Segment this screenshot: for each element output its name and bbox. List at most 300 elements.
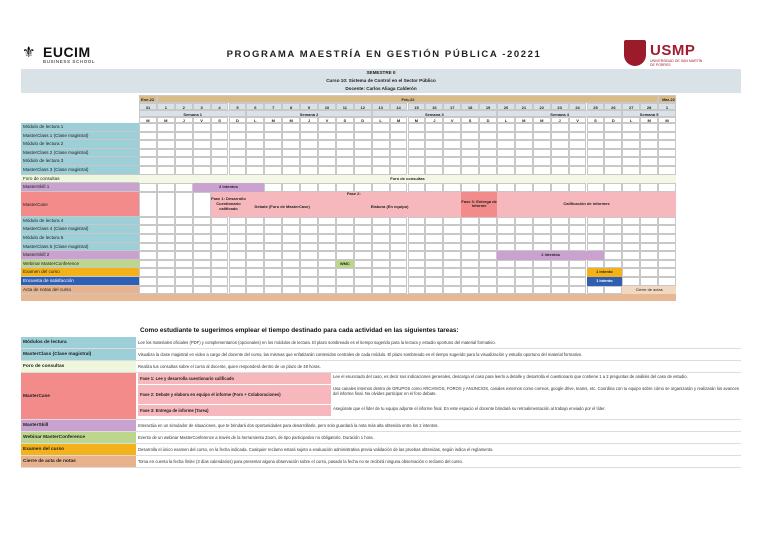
calendar-cell (193, 157, 211, 166)
calendar-cell (354, 132, 372, 141)
calendar-cell (390, 243, 408, 252)
calendar-cell (533, 260, 551, 269)
calendar-cell (515, 183, 533, 192)
calendar-cell (587, 260, 605, 269)
week-label: Semana 2 (246, 110, 371, 117)
calendar-cell (390, 251, 408, 260)
calendar-cell (246, 234, 264, 243)
day-number: 28 (640, 103, 658, 110)
calendar-cell (425, 234, 443, 243)
page-title: PROGRAMA MAESTRÍA EN GESTIÓN PÚBLICA -20221 (226, 49, 542, 60)
calendar-cell (211, 132, 229, 141)
calendar-cell (211, 123, 229, 132)
calendar-cell (408, 166, 426, 175)
guide-label: MasterClass (Clase magistral) (21, 349, 136, 360)
calendar-cell (443, 132, 461, 141)
calendar-cell (425, 243, 443, 252)
calendar-cell (479, 140, 497, 149)
calendar-cell (443, 251, 461, 260)
guide-label: Examen del curso (21, 444, 136, 455)
calendar-cell (372, 260, 390, 269)
calendar-cell (318, 277, 336, 286)
calendar-cell (425, 123, 443, 132)
calendar-cell (390, 286, 408, 295)
calendar-cell (515, 140, 533, 149)
debate-block: Debate (Foro de MasterCase) (246, 198, 318, 217)
row-label: Examen del curso (21, 268, 139, 277)
calendar-cell (533, 157, 551, 166)
calendar-cell (282, 217, 300, 226)
calendar-cell (175, 157, 193, 166)
calendar-cell (282, 286, 300, 295)
day-number: 24 (569, 103, 587, 110)
close-acta-block: Cierre de actas (622, 286, 676, 295)
calendar-cell (282, 225, 300, 234)
calendar-cell (533, 217, 551, 226)
calendar-cell (622, 225, 640, 234)
calendar-cell (282, 243, 300, 252)
calendar-cell (246, 268, 264, 277)
calendar-cell (139, 183, 157, 192)
calendar-cell (604, 140, 622, 149)
weekday-label: D (354, 117, 372, 123)
weekday-label: J (551, 117, 569, 123)
weekday-label: V (569, 117, 587, 123)
calendar-cell (211, 217, 229, 226)
day-number: 12 (354, 103, 372, 110)
calendar-cell (229, 251, 247, 260)
calendar-cell (658, 251, 676, 260)
calendar-cell (318, 166, 336, 175)
calendar-cell (461, 149, 479, 158)
calendar-cell (264, 217, 282, 226)
teacher-name: Docente: Carlos Aliaga Calderón (21, 85, 741, 93)
guide-text: Lee los materiales oficiales (PDF) y complementarios (opcionales) en los módulos de lectura. El plazo sombreado es el tiempo sugerido para la lectura y estudio oportuno del material formativo. (138, 340, 496, 345)
calendar-cell (354, 243, 372, 252)
calendar-cell (282, 251, 300, 260)
calendar-cell (318, 217, 336, 226)
calendar-cell (640, 149, 658, 158)
day-number: 26 (604, 103, 622, 110)
day-number: 6 (246, 103, 264, 110)
calendar-cell (157, 251, 175, 260)
calendar-cell (533, 132, 551, 141)
calendar-cell (229, 140, 247, 149)
calendar-cell (408, 140, 426, 149)
calendar-cell (443, 183, 461, 192)
calendar-cell (533, 225, 551, 234)
forum-block: Foro de consultas (139, 175, 676, 184)
calendar-cell (551, 217, 569, 226)
calendar-cell (157, 132, 175, 141)
calendar-cell (604, 234, 622, 243)
calendar-cell (318, 140, 336, 149)
calendar-cell (139, 286, 157, 295)
calendar-cell (461, 157, 479, 166)
calendar-cell (461, 277, 479, 286)
guide-row (21, 432, 741, 444)
row-label: Módulo de lectura 4 (21, 217, 139, 226)
calendar-cell (408, 277, 426, 286)
calendar-cell (354, 123, 372, 132)
calendar-cell (622, 251, 640, 260)
calendar-cell (515, 123, 533, 132)
calendar-cell (551, 234, 569, 243)
row-label: MasterSkill 2 (21, 251, 139, 260)
calendar-cell (408, 132, 426, 141)
day-number: 21 (515, 103, 533, 110)
week-label: Semana 5 (622, 110, 676, 117)
calendar-cell (425, 166, 443, 175)
calendar-cell (515, 243, 533, 252)
calendar-cell (622, 149, 640, 158)
calendar-cell (175, 123, 193, 132)
calendar-cell (139, 192, 157, 217)
row-label: MasterClass 2 (Clase magistral) (21, 149, 139, 158)
eucim-emblem-icon: ⚜ (22, 44, 36, 61)
calendar-cell (658, 157, 676, 166)
calendar-cell (497, 225, 515, 234)
eucim-logo: ⚜ EUCIM BUSINESS SCHOOL (22, 44, 96, 64)
calendar-cell (193, 286, 211, 295)
calendar-cell (336, 140, 354, 149)
calendar-cell (300, 183, 318, 192)
calendar-cell (425, 277, 443, 286)
calendar-cell (229, 243, 247, 252)
calendar-cell (461, 140, 479, 149)
calendar-cell (622, 243, 640, 252)
row-label: MasterClass 4 (Clase magistral) (21, 225, 139, 234)
phase-label: Fase 3: Entrega de informe (Tarea) (138, 405, 331, 417)
calendar-cell (318, 234, 336, 243)
calendar-cell (336, 277, 354, 286)
calendar-cell (408, 225, 426, 234)
calendar-cell (587, 149, 605, 158)
calendar-cell (246, 251, 264, 260)
weekday-label: M (515, 117, 533, 123)
calendar-cell (229, 277, 247, 286)
calendar-cell (300, 286, 318, 295)
calendar-cell (390, 225, 408, 234)
phase3-block: Fase 3: Entrega de informe (461, 192, 497, 217)
calendar-cell (354, 286, 372, 295)
calendar-cell (300, 157, 318, 166)
calendar-cell (318, 286, 336, 295)
calendar-cell (372, 166, 390, 175)
weekday-label: L (372, 117, 390, 123)
calendar-cell (264, 166, 282, 175)
calendar-cell (264, 268, 282, 277)
calendar-cell (318, 132, 336, 141)
calendar-cell (390, 183, 408, 192)
masterskill2-block: 2 intentos (497, 251, 604, 260)
calendar-cell (533, 140, 551, 149)
calendar-cell (551, 277, 569, 286)
calendar-cell (497, 286, 515, 295)
calendar-cell (390, 166, 408, 175)
calendar-cell (515, 132, 533, 141)
calendar-cell (246, 149, 264, 158)
calendar-cell (390, 277, 408, 286)
calendar-cell (318, 243, 336, 252)
calendar-cell (282, 268, 300, 277)
guide-text: Interactúa en un simulador de situaciones, que te brindará dos oportunidades para desarrollarlo, pero solo guardará la nota más alta obtenida entre los 2 intentos. (138, 423, 439, 428)
calendar-cell (175, 277, 193, 286)
calendar-cell (533, 268, 551, 277)
calendar-cell (515, 260, 533, 269)
calendar-cell (282, 132, 300, 141)
row-label: Encuesta de satisfacción (21, 277, 139, 286)
course-calendar (21, 69, 741, 315)
weekday-label: D (604, 117, 622, 123)
calendar-cell (211, 225, 229, 234)
calendar-cell (640, 123, 658, 132)
calendar-cell (229, 132, 247, 141)
calendar-cell (408, 123, 426, 132)
calendar-cell (157, 217, 175, 226)
calendar-cell (139, 149, 157, 158)
weekday-label: S (587, 117, 605, 123)
survey-block: 1 intento (587, 277, 623, 286)
weekday-label: S (211, 117, 229, 123)
calendar-cell (157, 149, 175, 158)
calendar-cell (425, 157, 443, 166)
calendar-cell (157, 140, 175, 149)
calendar-cell (372, 157, 390, 166)
guide-row (21, 361, 741, 373)
calendar-cell (551, 260, 569, 269)
calendar-cell (443, 149, 461, 158)
weekday-label: V (193, 117, 211, 123)
calendar-cell (282, 260, 300, 269)
calendar-cell (175, 192, 193, 217)
calendar-cell (372, 277, 390, 286)
calendar-cell (282, 234, 300, 243)
calendar-cell (354, 260, 372, 269)
calendar-cell (658, 166, 676, 175)
calendar-cell (658, 260, 676, 269)
calendar-cell (336, 234, 354, 243)
calendar-cell (193, 132, 211, 141)
calendar-cell (622, 157, 640, 166)
calendar-cell (157, 192, 175, 217)
calendar-cell (336, 286, 354, 295)
calendar-cell (229, 166, 247, 175)
day-number: 23 (551, 103, 569, 110)
calendar-cell (282, 277, 300, 286)
calendar-cell (425, 132, 443, 141)
calendar-cell (569, 217, 587, 226)
calendar-cell (640, 157, 658, 166)
calendar-cell (264, 149, 282, 158)
calendar-cell (246, 132, 264, 141)
calendar-cell (640, 140, 658, 149)
calendar-cell (658, 225, 676, 234)
day-number: 14 (390, 103, 408, 110)
guide-row-mastercase (21, 373, 741, 420)
calendar-cell (479, 225, 497, 234)
calendar-cell (587, 132, 605, 141)
calendar-cell (569, 132, 587, 141)
calendar-cell (264, 132, 282, 141)
calendar-cell (587, 234, 605, 243)
calendar-cell (640, 166, 658, 175)
calendar-cell (264, 277, 282, 286)
calendar-cell (354, 277, 372, 286)
calendar-cell (443, 217, 461, 226)
calendar-cell (640, 183, 658, 192)
calendar-cell (533, 243, 551, 252)
row-label: MasterClass 5 (Clase magistral) (21, 243, 139, 252)
guide-label: MasterCase (21, 373, 136, 419)
calendar-cell (193, 140, 211, 149)
calendar-cell (461, 123, 479, 132)
day-number: 16 (425, 103, 443, 110)
calendar-cell (229, 217, 247, 226)
calendar-cell (479, 243, 497, 252)
row-label: MasterCase (21, 192, 139, 217)
calendar-cell (246, 166, 264, 175)
calendar-cell (497, 132, 515, 141)
calendar-cell (211, 140, 229, 149)
weekday-label: J (175, 117, 193, 123)
calendar-cell (264, 234, 282, 243)
calendar-cell (211, 166, 229, 175)
day-number: 11 (336, 103, 354, 110)
calendar-cell (587, 225, 605, 234)
calendar-cell (408, 217, 426, 226)
row-label: MasterSkill 1 (21, 183, 139, 192)
phase-text: Asegúrate que el líder de tu equipo adjunte el informe final. En este espacio el docente brindará su retroalimentación al trabajo enviado por el líder. (333, 406, 606, 411)
weekday-label: V (443, 117, 461, 123)
calendar-cell (479, 217, 497, 226)
calendar-cell (515, 166, 533, 175)
calendar-cell (497, 268, 515, 277)
calendar-cell (157, 183, 175, 192)
calendar-cell (569, 286, 587, 295)
calendar-cell (443, 268, 461, 277)
calendar-cell (354, 217, 372, 226)
phase-text: Lee el enunciado del caso, es decir sus indicaciones generales, descarga el caso para leerlo a detalle y desarrolla el cuestionario que contiene 1 a 2 preguntas de análisis del caso de estudio. (333, 374, 688, 379)
guide-text: Visualiza la clase magistral en video a cargo del docente del curso, las mismas que enfatizarán contenidos centrales de cada módulo. El plazo sombreado es el tiempo sugerido para la visualización y estudio oportuno del material formativo. (138, 352, 583, 357)
calendar-cell (157, 260, 175, 269)
day-number: 2 (175, 103, 193, 110)
day-number: 19 (479, 103, 497, 110)
calendar-cell (157, 243, 175, 252)
calendar-cell (443, 123, 461, 132)
calendar-cell (318, 157, 336, 166)
calendar-cell (139, 225, 157, 234)
calendar-cell (622, 234, 640, 243)
calendar-cell (640, 277, 658, 286)
calendar-cell (372, 140, 390, 149)
calendar-cell (569, 123, 587, 132)
calendar-cell (282, 157, 300, 166)
calendar-cell (461, 166, 479, 175)
calendar-cell (408, 286, 426, 295)
day-number: 13 (372, 103, 390, 110)
calendar-cell (354, 157, 372, 166)
calendar-cell (604, 183, 622, 192)
calendar-cell (497, 260, 515, 269)
calendar-cell (408, 183, 426, 192)
guide-label: MasterSkill (21, 420, 136, 431)
calendar-cell (515, 286, 533, 295)
weekday-label: M (390, 117, 408, 123)
calendar-cell (497, 277, 515, 286)
calendar-cell (622, 132, 640, 141)
calendar-cell (300, 166, 318, 175)
calendar-cell (461, 251, 479, 260)
row-label: Módulo de lectura 5 (21, 234, 139, 243)
calendar-cell (282, 183, 300, 192)
calendar-cell (157, 123, 175, 132)
calendar-cell (551, 140, 569, 149)
calendar-cell (229, 225, 247, 234)
calendar-cell (139, 268, 157, 277)
calendar-cell (640, 225, 658, 234)
day-number: 1 (157, 103, 175, 110)
calendar-cell (390, 140, 408, 149)
calendar-cell (479, 149, 497, 158)
calendar-cell (300, 123, 318, 132)
calendar-cell (193, 251, 211, 260)
weekday-label: L (497, 117, 515, 123)
calendar-cell (175, 286, 193, 295)
guide-row (21, 420, 741, 432)
guide-text: Realiza tus consultas sobre el curso al docente, quien responderá dentro de un plazo de 48 horas. (138, 364, 321, 369)
calendar-cell (479, 183, 497, 192)
calendar-footer-band (21, 294, 676, 301)
calendar-cell (479, 123, 497, 132)
calendar-cell (390, 268, 408, 277)
calendar-cell (229, 234, 247, 243)
row-label: Acta de notas del curso (21, 286, 139, 295)
calendar-cell (551, 166, 569, 175)
weekday-label: M (408, 117, 426, 123)
calendar-cell (193, 123, 211, 132)
calendar-cell (640, 234, 658, 243)
row-label: Webinar MasterConference (21, 260, 139, 269)
calendar-cell (264, 157, 282, 166)
calendar-cell (533, 166, 551, 175)
phase-label: Fase 2: Debate y elabora en equipo el informe (Foro + Colaboraciones) (138, 385, 331, 405)
calendar-cell (443, 225, 461, 234)
day-number: 3 (193, 103, 211, 110)
calendar-cell (139, 277, 157, 286)
calendar-cell (354, 225, 372, 234)
row-label: Módulo de lectura 2 (21, 140, 139, 149)
day-number: 27 (622, 103, 640, 110)
calendar-cell (604, 166, 622, 175)
calendar-cell (479, 157, 497, 166)
calendar-cell (300, 234, 318, 243)
calendar-cell (354, 251, 372, 260)
calendar-cell (622, 268, 640, 277)
calendar-cell (300, 217, 318, 226)
day-number: 10 (318, 103, 336, 110)
calendar-cell (640, 217, 658, 226)
calendar-cell (372, 123, 390, 132)
calendar-cell (622, 260, 640, 269)
calendar-cell (551, 286, 569, 295)
calendar-cell (497, 183, 515, 192)
calendar-cell (569, 234, 587, 243)
calendar-cell (139, 132, 157, 141)
calendar-cell (264, 260, 282, 269)
guide-text: Evento de un webinar MasterConference a través de la herramienta Zoom, de tipo participativo no obligatorio. Duración 1 hora. (138, 435, 374, 440)
calendar-cell (372, 132, 390, 141)
